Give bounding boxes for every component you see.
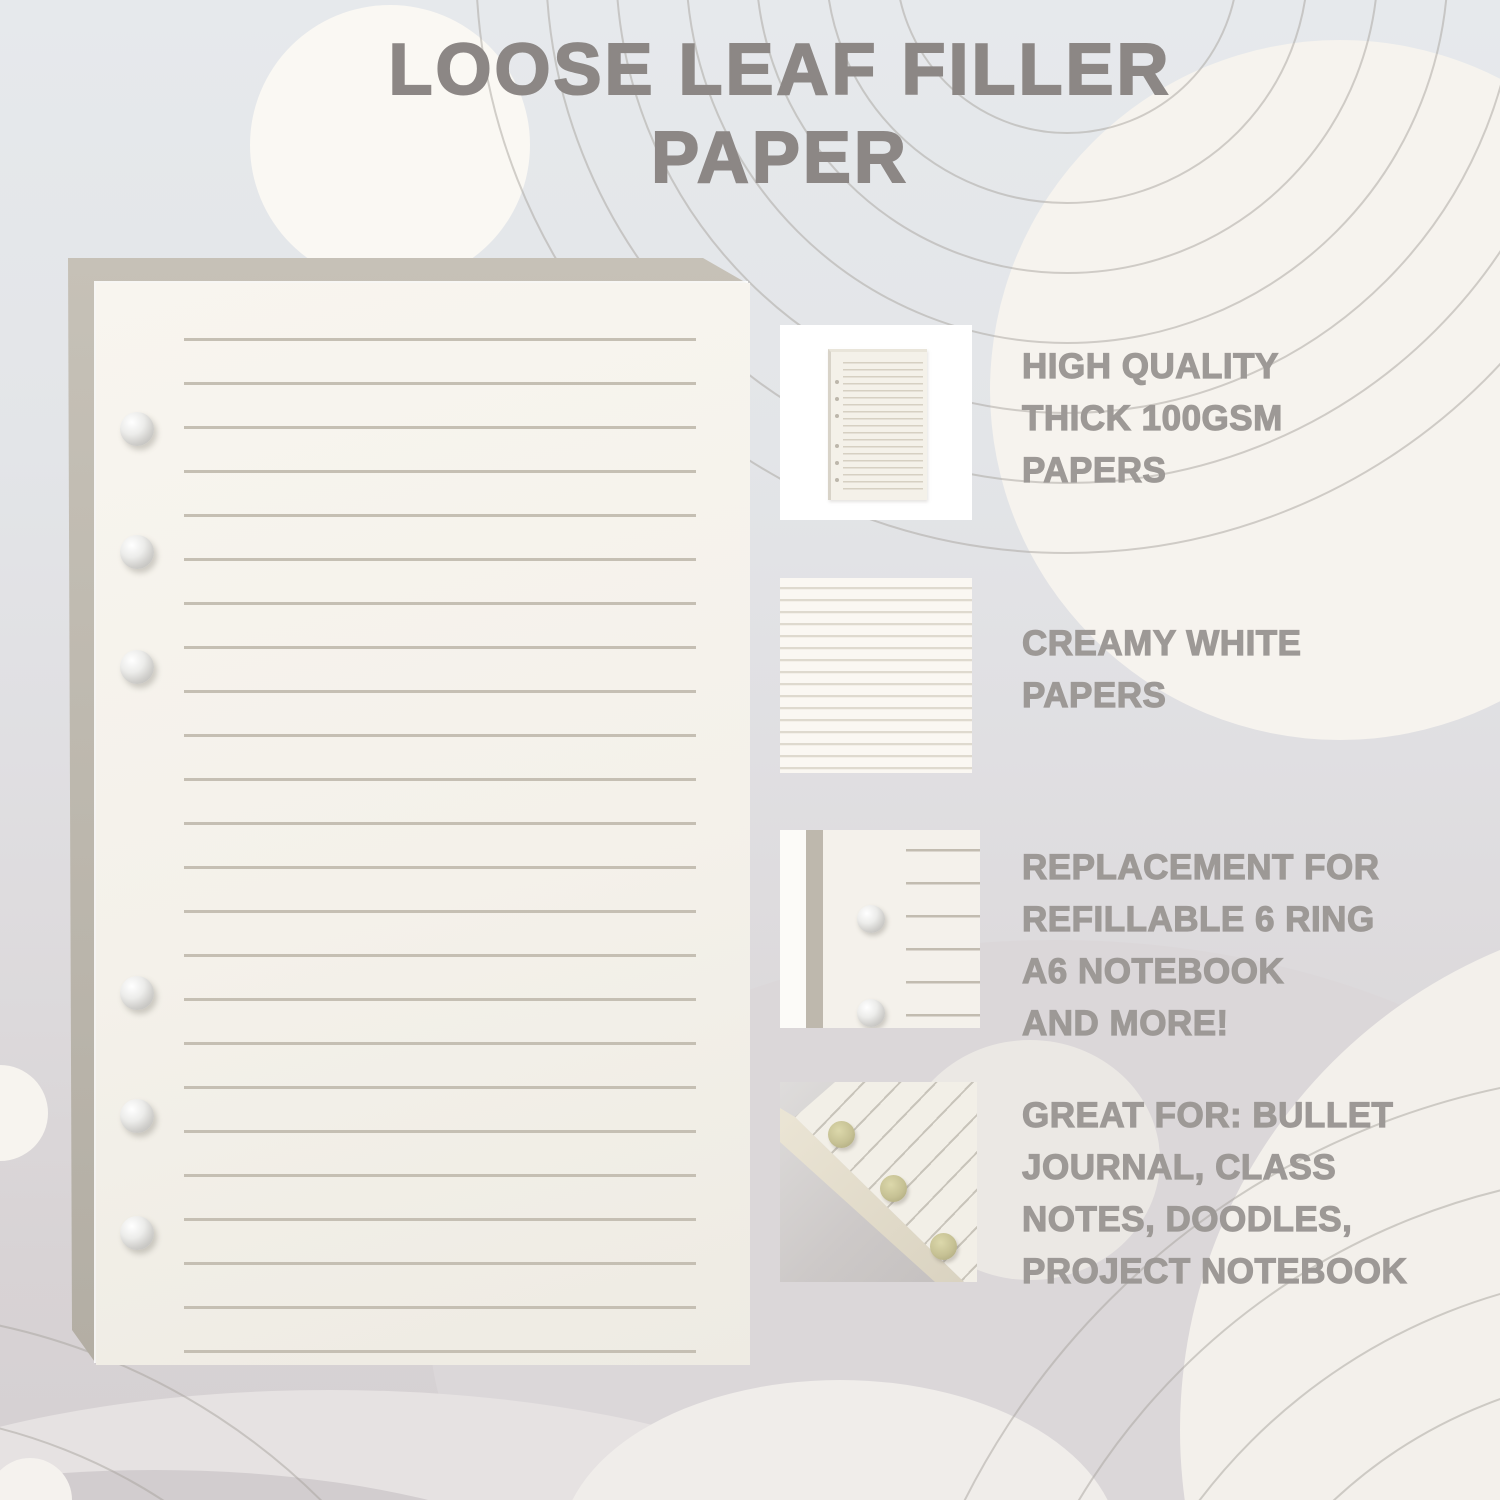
ring-hole-4 <box>120 976 154 1010</box>
feature-text-line: THICK 100GSM <box>1022 399 1283 438</box>
main-paper-illustration <box>68 258 750 1365</box>
mini-hole <box>835 478 839 482</box>
mini-hole <box>835 397 839 401</box>
feature-text-line: GREAT FOR: BULLET <box>1022 1096 1394 1135</box>
decor-cream-dot-left <box>0 1065 48 1161</box>
feature-text-line: AND MORE! <box>1022 1004 1229 1043</box>
title-line-1: LOOSE LEAF FILLER <box>388 30 1172 110</box>
mini-ruled-lines <box>843 362 923 492</box>
feature-text-line: CREAMY WHITE <box>1022 624 1302 663</box>
feature-text-line: PAPERS <box>1022 676 1167 715</box>
ring-hole <box>857 999 885 1027</box>
feature-text <box>1022 341 1482 497</box>
title-line-2: PAPER <box>651 118 909 198</box>
ring-hole-5 <box>120 1099 154 1133</box>
mini-hole <box>835 380 839 384</box>
ring-hole-2 <box>120 535 154 569</box>
feature-text <box>1022 842 1482 1050</box>
feature-row-1 <box>780 325 1480 520</box>
mini-hole <box>835 461 839 465</box>
ring-hole <box>857 905 885 933</box>
feature-text <box>1022 618 1482 722</box>
pad-edge-stripe <box>806 830 823 1028</box>
feature-text-line: HIGH QUALITY <box>1022 347 1279 386</box>
mini-pad-illustration <box>828 349 927 500</box>
feature-text-line: PROJECT NOTEBOOK <box>1022 1252 1408 1291</box>
feature-text-line: PAPERS <box>1022 451 1167 490</box>
mini-hole <box>835 414 839 418</box>
feature-row-3 <box>780 830 1480 1043</box>
feature-row-2 <box>780 578 1480 773</box>
ruled-lines <box>906 849 980 1021</box>
feature-text-line: JOURNAL, CLASS <box>1022 1148 1337 1187</box>
ring-hole-1 <box>120 412 154 446</box>
punched-hole <box>828 1121 855 1148</box>
ring-hole-3 <box>120 650 154 684</box>
punched-hole <box>930 1233 957 1260</box>
feature-row-4 <box>780 1082 1480 1291</box>
punched-holes-closeup-thumbnail <box>780 1082 977 1282</box>
feature-text-line: REPLACEMENT FOR <box>1022 848 1380 887</box>
mini-hole <box>835 444 839 448</box>
feature-text-line: NOTES, DOODLES, <box>1022 1200 1353 1239</box>
pad-edge-highlight <box>780 830 806 1028</box>
ring-hole-6 <box>120 1216 154 1250</box>
feature-text-line: REFILLABLE 6 RING <box>1022 900 1375 939</box>
feature-text <box>1022 1090 1482 1298</box>
pad-front-face <box>96 283 750 1365</box>
page-title <box>70 26 1490 202</box>
punched-hole <box>880 1175 907 1202</box>
six-ring-holes-thumbnail <box>780 830 980 1028</box>
ruled-lines <box>184 338 696 1354</box>
paper-stack-edge-thumbnail <box>780 578 972 773</box>
feature-text-line: A6 NOTEBOOK <box>1022 952 1285 991</box>
lined-paper-pad-thumbnail <box>780 325 972 520</box>
